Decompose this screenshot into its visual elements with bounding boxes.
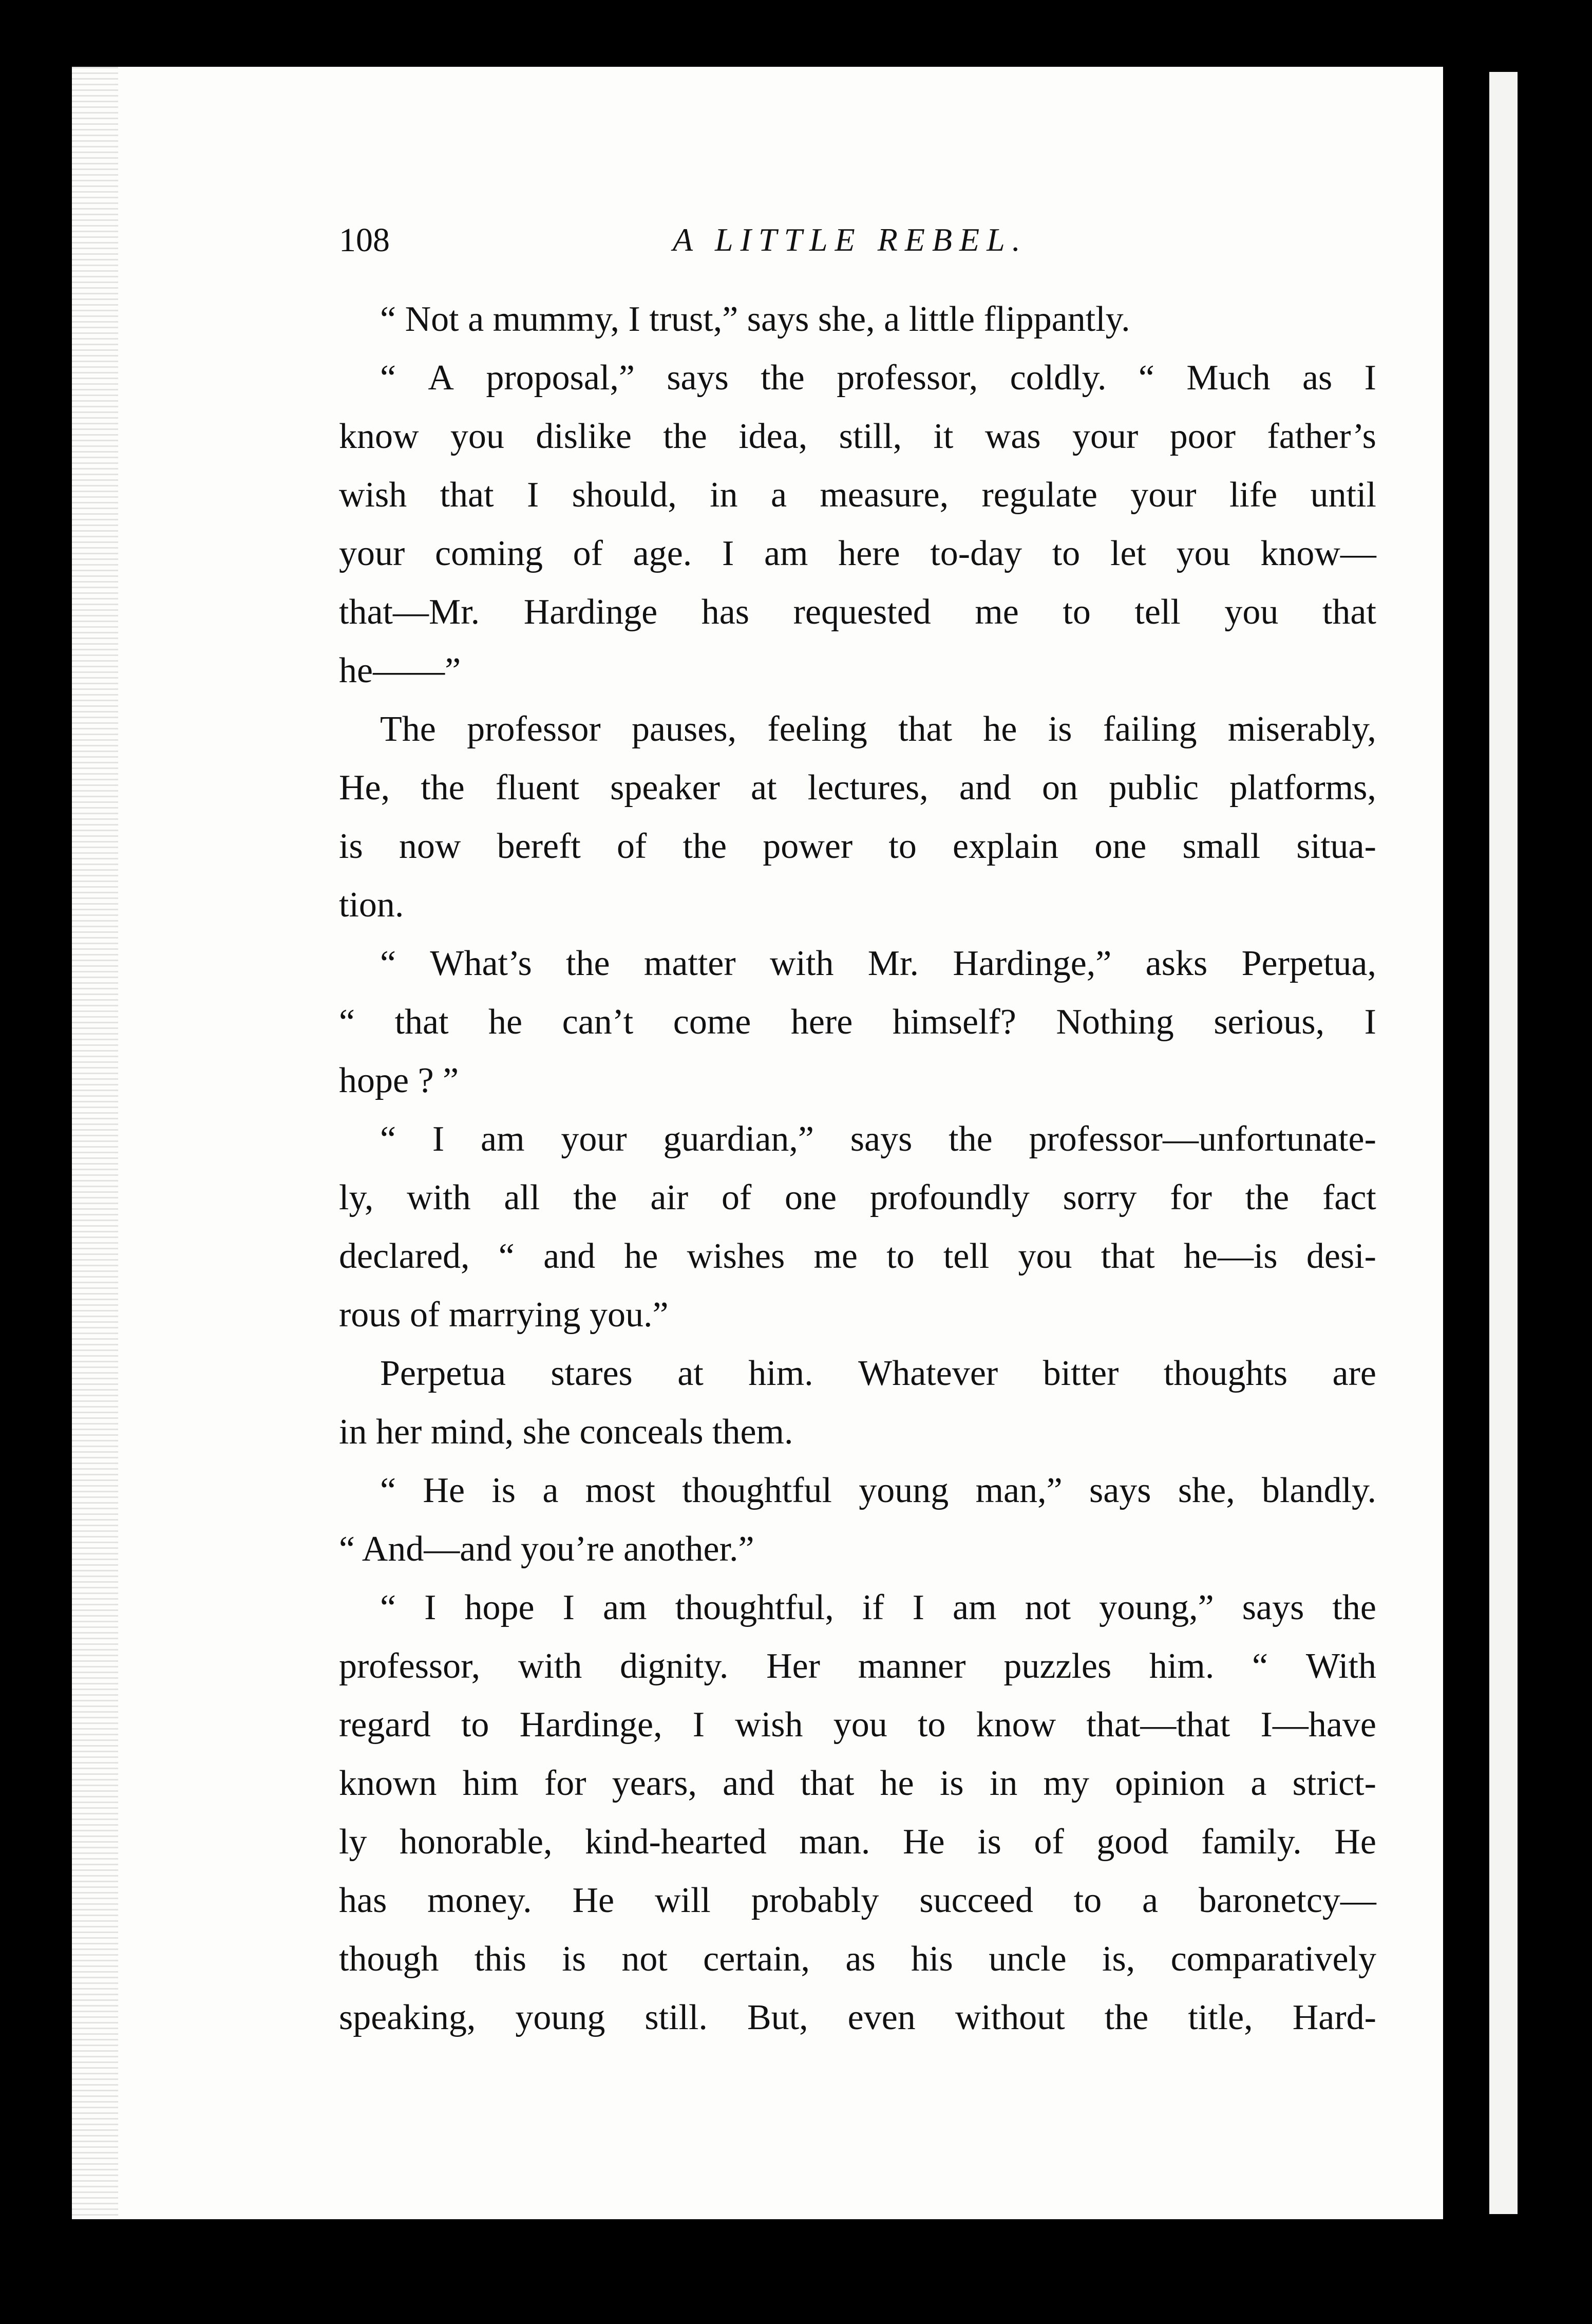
text-line <box>339 1579 1376 1637</box>
word: coldly. <box>1010 358 1107 398</box>
word: feeling <box>767 709 867 749</box>
word: him. <box>1149 1646 1215 1686</box>
text-line <box>339 876 1376 934</box>
word: blandly. <box>1262 1471 1376 1510</box>
text-line <box>339 1637 1376 1696</box>
word: of <box>721 1178 752 1217</box>
word: I <box>1364 358 1376 398</box>
word: wish <box>735 1705 803 1745</box>
word: “ <box>380 358 396 398</box>
word: he <box>880 1764 914 1803</box>
word: air <box>650 1178 689 1217</box>
text-line <box>339 1461 1376 1520</box>
word: of <box>573 534 603 573</box>
word: uncle <box>989 1939 1067 1979</box>
word: family. <box>1201 1822 1302 1862</box>
word: bitter <box>1043 1354 1119 1393</box>
word: has <box>339 1881 387 1920</box>
word: dislike <box>536 417 632 456</box>
word: and <box>543 1236 596 1276</box>
word: professor, <box>837 358 978 398</box>
word: to <box>886 1236 915 1276</box>
word: succeed <box>919 1881 1033 1920</box>
word: young <box>859 1471 949 1510</box>
word: Nothing <box>1056 1002 1174 1042</box>
text-line <box>339 1344 1376 1403</box>
word: thoughtful, <box>675 1588 834 1627</box>
word: tell <box>1134 592 1181 632</box>
word: tell <box>943 1236 990 1276</box>
word: matter <box>643 944 736 983</box>
text-line <box>339 642 1376 700</box>
text-line <box>339 1930 1376 1989</box>
word: he—is <box>1183 1236 1278 1276</box>
word: “ <box>380 944 396 983</box>
word: I <box>1364 1002 1376 1042</box>
word: he <box>624 1236 658 1276</box>
word: The <box>380 709 436 749</box>
word: “ <box>1252 1646 1268 1686</box>
word: explain <box>953 827 1059 866</box>
word: you <box>1018 1236 1072 1276</box>
word: that <box>394 1002 449 1042</box>
word: you <box>450 417 504 456</box>
word: A <box>428 358 454 398</box>
word: I <box>424 1588 437 1627</box>
word: here <box>790 1002 853 1042</box>
word: of <box>1034 1822 1064 1862</box>
word: come <box>673 1002 751 1042</box>
word: young <box>515 1998 605 2037</box>
word: says <box>1242 1588 1304 1627</box>
word: am <box>953 1588 997 1627</box>
word: him <box>462 1764 519 1803</box>
word: in <box>989 1764 1018 1803</box>
word: to <box>917 1705 946 1745</box>
word: I <box>526 475 539 515</box>
word: regard <box>339 1705 431 1745</box>
word: with <box>770 944 834 983</box>
word: a <box>542 1471 559 1510</box>
word: to <box>1052 534 1081 573</box>
word: know <box>339 417 419 456</box>
text-line <box>339 1110 1376 1169</box>
word: with <box>407 1178 471 1217</box>
word: life <box>1229 475 1278 515</box>
word: his <box>911 1939 953 1979</box>
word: can’t <box>562 1002 634 1042</box>
word: that <box>1101 1236 1155 1276</box>
word: know— <box>1260 534 1376 573</box>
text-line <box>339 759 1376 817</box>
word: my <box>1043 1764 1089 1803</box>
word: him. <box>748 1354 813 1393</box>
word: certain, <box>703 1939 810 1979</box>
text-line <box>339 349 1376 407</box>
word: Perpetua, <box>1241 944 1376 983</box>
word: young,” <box>1099 1588 1214 1627</box>
word: and <box>959 768 1011 808</box>
word: to <box>888 827 917 866</box>
page-header <box>339 221 1376 277</box>
word: the <box>761 358 805 398</box>
word: will <box>654 1881 711 1920</box>
word: at <box>751 768 777 808</box>
body-text <box>339 290 1376 2047</box>
word: me <box>975 592 1019 632</box>
line-text: “ And—and you’re another.” <box>339 1529 754 1569</box>
word: let <box>1110 534 1146 573</box>
word: Mr. <box>867 944 919 983</box>
word: should, <box>572 475 677 515</box>
text-line <box>339 1052 1376 1110</box>
word: I <box>722 534 734 573</box>
word: I <box>692 1705 705 1745</box>
word: is <box>1048 709 1072 749</box>
line-text: tion. <box>339 885 404 925</box>
word: dignity. <box>620 1646 729 1686</box>
text-line <box>339 700 1376 759</box>
word: He, <box>339 768 390 808</box>
word: still. <box>645 1998 708 2037</box>
word: professor—unfortunate- <box>1029 1119 1376 1159</box>
word: the <box>1245 1178 1290 1217</box>
word: says <box>1089 1471 1151 1510</box>
word: man. <box>799 1822 870 1862</box>
word: is <box>562 1939 586 1979</box>
word: I <box>432 1119 445 1159</box>
word: platforms, <box>1229 768 1376 808</box>
word: here <box>838 534 900 573</box>
word: now <box>399 827 461 866</box>
word: title, <box>1188 1998 1253 2037</box>
word: stares <box>551 1354 633 1393</box>
word: Hardinge, <box>519 1705 662 1745</box>
word: has <box>701 592 750 632</box>
word: to <box>1063 592 1091 632</box>
text-line <box>339 1403 1376 1461</box>
word: that—that <box>1086 1705 1230 1745</box>
word: you <box>1176 534 1230 573</box>
word: the <box>566 944 610 983</box>
facing-page-edge <box>1489 72 1518 2214</box>
word: comparatively <box>1170 1939 1376 1979</box>
word: “ <box>339 1002 355 1042</box>
text-line <box>339 1989 1376 2047</box>
word: the <box>573 1178 617 1217</box>
word: proposal,” <box>486 358 635 398</box>
word: opinion <box>1115 1764 1225 1803</box>
word: kind-hearted <box>585 1822 767 1862</box>
word: professor, <box>339 1646 481 1686</box>
word: Much <box>1186 358 1271 398</box>
word: guardian,” <box>663 1119 814 1159</box>
word: in <box>710 475 738 515</box>
word: know <box>976 1705 1056 1745</box>
word: not <box>1025 1588 1071 1627</box>
word: as <box>845 1939 876 1979</box>
word: small <box>1182 827 1261 866</box>
word: the <box>683 827 727 866</box>
text-line <box>339 1813 1376 1871</box>
word: He <box>1334 1822 1376 1862</box>
word: a <box>770 475 787 515</box>
word: “ <box>1138 358 1154 398</box>
word: that <box>800 1764 855 1803</box>
word: a <box>1250 1764 1267 1803</box>
word: still, <box>839 417 902 456</box>
word: the <box>421 768 465 808</box>
word: thoughts <box>1163 1354 1288 1393</box>
word: of <box>617 827 647 866</box>
word: measure, <box>820 475 949 515</box>
word: desi- <box>1306 1236 1376 1276</box>
word: that <box>440 475 494 515</box>
word: Whatever <box>858 1354 998 1393</box>
word: the <box>1332 1588 1376 1627</box>
word: man,” <box>975 1471 1063 1510</box>
word: miserably, <box>1227 709 1376 749</box>
word: is <box>977 1822 1001 1862</box>
word: to <box>461 1705 489 1745</box>
word: that <box>898 709 953 749</box>
word: situa- <box>1296 827 1376 866</box>
word: With <box>1305 1646 1376 1686</box>
word: am <box>603 1588 647 1627</box>
word: age. <box>633 534 692 573</box>
word: she, <box>1178 1471 1235 1510</box>
word: professor <box>467 709 601 749</box>
word: for <box>544 1764 586 1803</box>
word: is, <box>1102 1939 1135 1979</box>
word: pauses, <box>631 709 737 749</box>
word: am <box>764 534 808 573</box>
word: years, <box>612 1764 697 1803</box>
word: manner <box>858 1646 966 1686</box>
text-line <box>339 583 1376 642</box>
word: asks <box>1145 944 1208 983</box>
word: I—have <box>1260 1705 1376 1745</box>
text-line <box>339 1754 1376 1813</box>
word: Hardinge,” <box>953 944 1112 983</box>
word: to-day <box>930 534 1022 573</box>
word: a <box>1142 1881 1159 1920</box>
text-line <box>339 466 1376 524</box>
line-text: rous of marrying you.” <box>339 1295 669 1335</box>
word: honorable, <box>400 1822 553 1862</box>
word: is <box>339 827 363 866</box>
word: Hard- <box>1292 1998 1376 2037</box>
word: probably <box>751 1881 879 1920</box>
word: this <box>474 1939 526 1979</box>
word: on <box>1042 768 1078 808</box>
text-line <box>339 1520 1376 1579</box>
word: one <box>785 1178 837 1217</box>
word: hope <box>464 1588 535 1627</box>
word: regulate <box>981 475 1097 515</box>
word: you <box>1224 592 1279 632</box>
word: at <box>677 1354 704 1393</box>
line-text: in her mind, she conceals them. <box>339 1412 793 1452</box>
word: Perpetua <box>380 1354 506 1393</box>
word: says <box>667 358 729 398</box>
word: declared, <box>339 1236 470 1276</box>
word: is <box>939 1764 964 1803</box>
word: all <box>504 1178 540 1217</box>
word: even <box>847 1998 916 2037</box>
word: the <box>663 417 707 456</box>
word: until <box>1310 475 1376 515</box>
word: He <box>572 1881 615 1920</box>
text-line <box>339 524 1376 583</box>
word: I <box>562 1588 575 1627</box>
word: fluent <box>495 768 580 808</box>
word: “ <box>380 1588 396 1627</box>
word: he <box>488 1002 523 1042</box>
word: one <box>1094 827 1147 866</box>
word: serious, <box>1214 1002 1325 1042</box>
word: father’s <box>1267 417 1376 456</box>
word: the <box>1104 1998 1149 2037</box>
word: ly, <box>339 1178 374 1217</box>
word: money. <box>427 1881 532 1920</box>
word: though <box>339 1939 439 1979</box>
word: you <box>833 1705 887 1745</box>
word: What’s <box>430 944 532 983</box>
word: if <box>862 1588 884 1627</box>
text-line <box>339 993 1376 1052</box>
line-text: he——” <box>339 651 461 690</box>
word: puzzles <box>1003 1646 1112 1686</box>
word: wish <box>339 475 407 515</box>
text-line <box>339 1871 1376 1930</box>
word: ly <box>339 1822 367 1862</box>
word: “ <box>380 1119 396 1159</box>
word: poor <box>1169 417 1236 456</box>
text-line <box>339 817 1376 876</box>
word: power <box>763 827 853 866</box>
word: known <box>339 1764 437 1803</box>
word: with <box>518 1646 582 1686</box>
text-line <box>339 1696 1376 1754</box>
word: But, <box>747 1998 808 2037</box>
word: “ <box>498 1236 515 1276</box>
word: requested <box>793 592 931 632</box>
word: he <box>983 709 1017 749</box>
word: your <box>339 534 405 573</box>
word: it <box>933 417 954 456</box>
word: good <box>1096 1822 1169 1862</box>
word: and <box>723 1764 775 1803</box>
word: your <box>1130 475 1197 515</box>
text-line <box>339 1169 1376 1227</box>
word: failing <box>1103 709 1197 749</box>
text-line <box>339 1286 1376 1344</box>
word: thoughtful <box>682 1471 832 1510</box>
word: lectures, <box>807 768 928 808</box>
word: sorry <box>1063 1178 1137 1217</box>
word: for <box>1170 1178 1212 1217</box>
word: me <box>813 1236 858 1276</box>
word: public <box>1109 768 1199 808</box>
word: not <box>621 1939 668 1979</box>
word: speaker <box>610 768 720 808</box>
word: most <box>585 1471 655 1510</box>
word: wishes <box>687 1236 785 1276</box>
word: says <box>850 1119 913 1159</box>
word: baronetcy— <box>1198 1881 1376 1920</box>
word: He <box>423 1471 465 1510</box>
word: that <box>1322 592 1376 632</box>
word: coming <box>435 534 543 573</box>
word: Her <box>766 1646 820 1686</box>
text-line <box>339 1227 1376 1286</box>
word: to <box>1073 1881 1102 1920</box>
word: bereft <box>497 827 581 866</box>
word: fact <box>1322 1178 1376 1217</box>
word: the <box>949 1119 993 1159</box>
word: idea, <box>738 417 808 456</box>
word: your <box>1072 417 1139 456</box>
text-line <box>339 407 1376 466</box>
word: is <box>491 1471 516 1510</box>
word: “ <box>380 1471 396 1510</box>
word: He <box>903 1822 945 1862</box>
word: was <box>984 417 1041 456</box>
word: I <box>912 1588 924 1627</box>
word: am <box>481 1119 525 1159</box>
word: profoundly <box>869 1178 1030 1217</box>
page-number: 108 <box>339 221 390 259</box>
line-text: hope ? ” <box>339 1061 459 1100</box>
word: Hardinge <box>523 592 658 632</box>
word: as <box>1302 358 1333 398</box>
word: your <box>561 1119 627 1159</box>
running-title: A LITTLE REBEL. <box>673 221 1028 258</box>
text-line <box>339 290 1376 349</box>
text-line <box>339 934 1376 993</box>
word: without <box>955 1998 1065 2037</box>
word: strict- <box>1292 1764 1376 1803</box>
word: speaking, <box>339 1998 476 2037</box>
word: are <box>1332 1354 1376 1393</box>
word: himself? <box>892 1002 1016 1042</box>
line-text: “ Not a mummy, I trust,” says she, a little flippantly. <box>380 299 1130 339</box>
word: that—Mr. <box>339 592 480 632</box>
